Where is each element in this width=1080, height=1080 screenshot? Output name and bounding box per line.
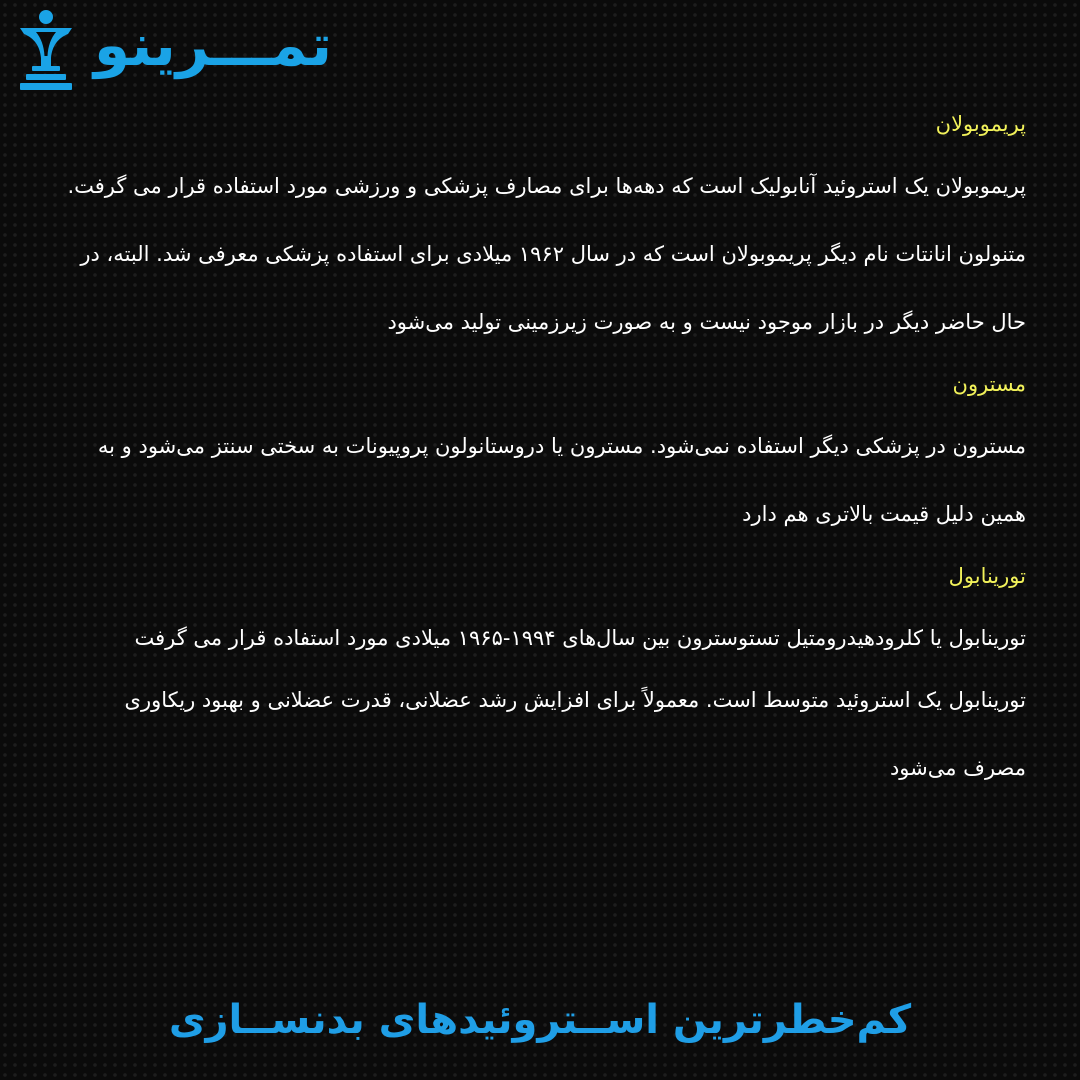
section-paragraph: تورینابول یا کلرودهیدرومتیل تستوسترون بین سال‌های ۱۹۹۴-۱۹۶۵ میلادی مورد استفاده قرار می گرفت <box>134 626 1026 650</box>
brand-name: تمـــرینو <box>94 11 333 79</box>
section-paragraph: مسترون در پزشکی دیگر استفاده نمی‌شود. مسترون یا دروستانولون پروپیونات به سختی سنتز می‌شود و به همین دلیل قیمت بالاتری هم دارد <box>97 434 1026 526</box>
section-masteron <box>60 356 1026 548</box>
section-primobolan <box>60 96 1026 356</box>
section-paragraph: تورینابول یک استروئید متوسط است. معمولاً برای افزایش رشد عضلانی، قدرت عضلانی و بهبود ریکاوری مصرف می‌شود <box>124 688 1026 780</box>
section-paragraph: پریموبولان یک استروئید آنابولیک است که دهه‌ها برای مصارف پزشکی و ورزشی مورد استفاده قرار می گرفت. متنولون انانتات نام دیگر پریموبولان است که در سال ۱۹۶۲ میلادی برای استفاده پزشکی معرفی شد. البته، در حال حاضر دیگر در بازار موجود نیست و به صورت زیرزمینی تولید می‌شود <box>67 174 1026 334</box>
section-title: مسترون <box>952 372 1026 396</box>
chess-pawn-icon <box>14 8 78 94</box>
brand-logo <box>14 8 439 98</box>
article-content <box>60 96 1026 802</box>
footer-title: کم‌خطرترین اســتروئیدهای بدنســازی <box>168 997 912 1043</box>
section-title: تورینابول <box>948 564 1026 588</box>
section-title: پریموبولان <box>935 112 1026 136</box>
section-turinabol <box>60 548 1026 802</box>
